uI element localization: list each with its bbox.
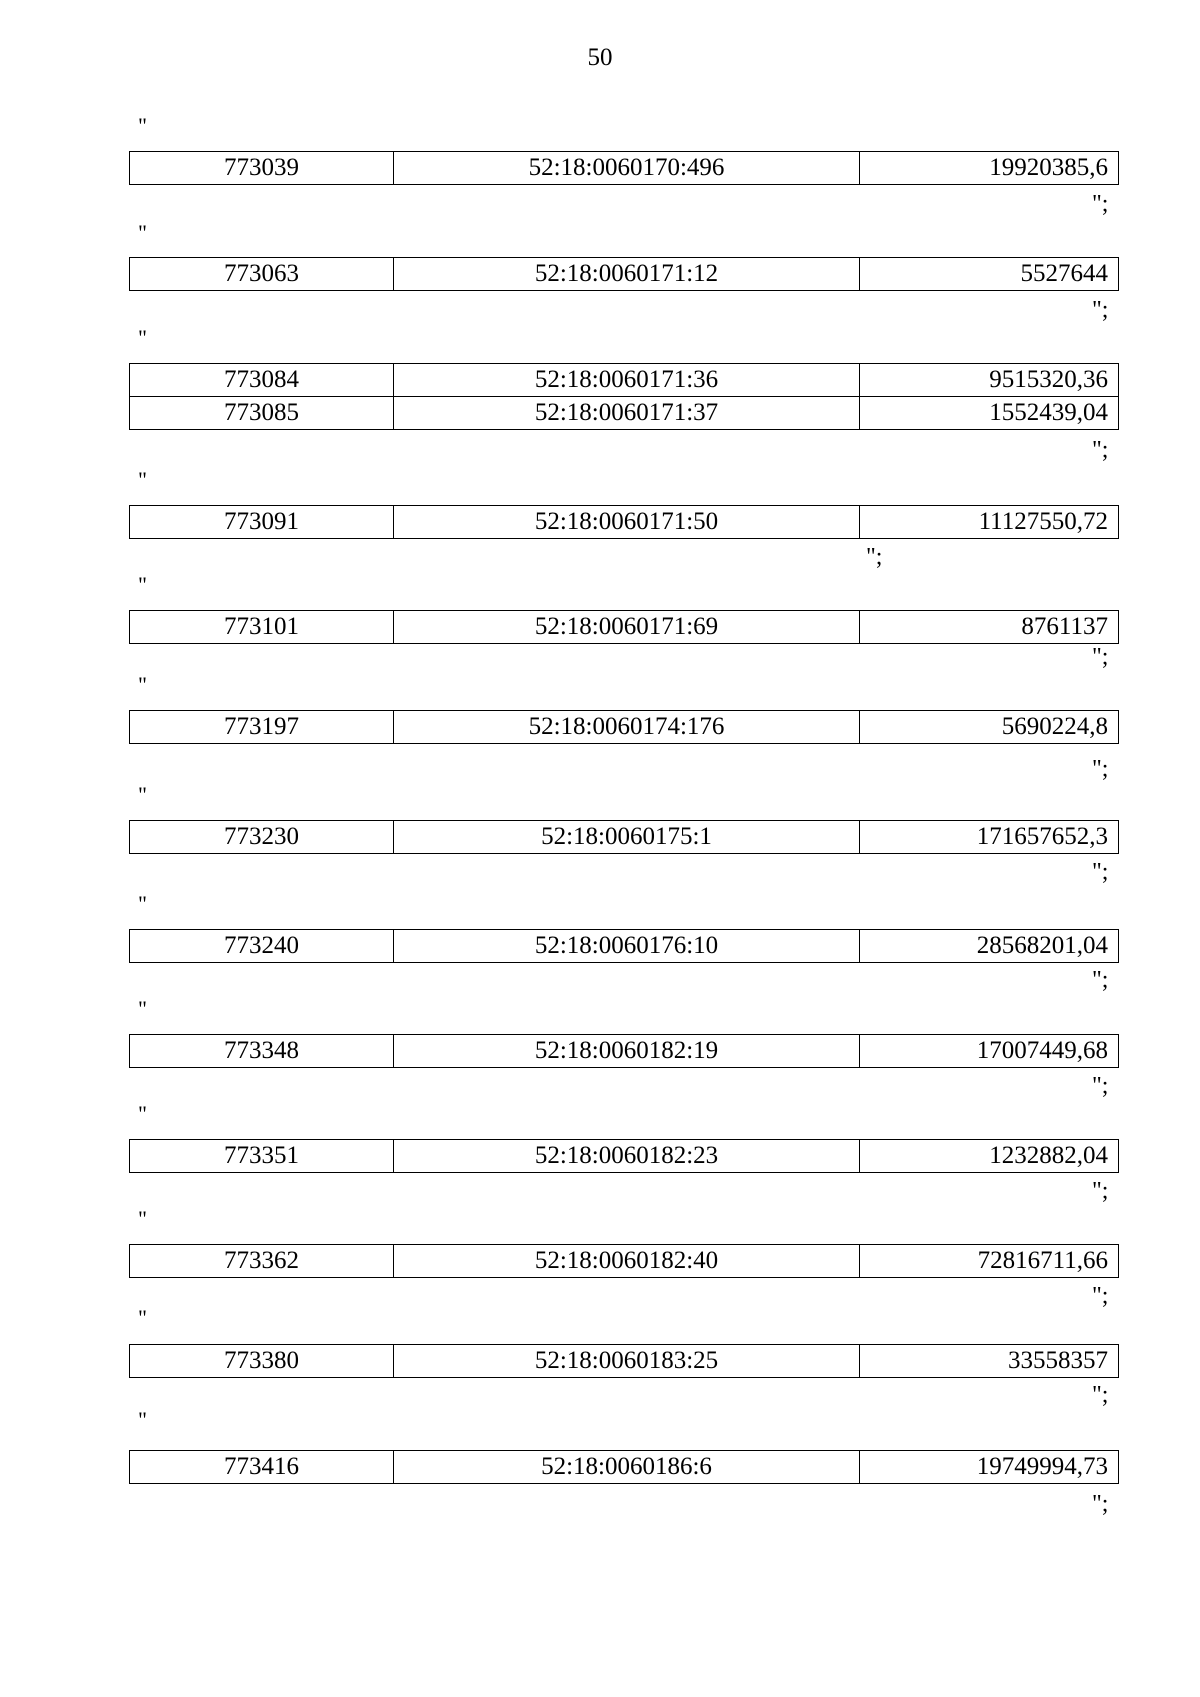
closing-quote-mark: "; [1092, 297, 1109, 323]
page-number: 50 [587, 44, 613, 71]
table-row [130, 1451, 1119, 1484]
table-row [130, 1245, 1119, 1278]
record-number-cell: 773063 [130, 258, 394, 291]
table-row [130, 611, 1119, 644]
cadastral-value-cell: 33558357 [860, 1345, 1119, 1378]
record-number-cell: 773039 [130, 152, 394, 185]
entry-table [129, 820, 1119, 854]
table-row [130, 364, 1119, 397]
cadastral-value-cell: 5527644 [860, 258, 1119, 291]
opening-quote-mark: " [138, 325, 147, 350]
closing-quote-mark: "; [1092, 859, 1109, 885]
cadastral-number-cell: 52:18:0060174:176 [394, 711, 860, 744]
entry-table [129, 1344, 1119, 1378]
cadastral-number-cell: 52:18:0060170:496 [394, 152, 860, 185]
entry-table [129, 151, 1119, 185]
record-number-cell: 773380 [130, 1345, 394, 1378]
cadastral-number-cell: 52:18:0060182:40 [394, 1245, 860, 1278]
closing-quote-mark: "; [1092, 644, 1109, 670]
cadastral-value-cell: 9515320,36 [860, 364, 1119, 397]
opening-quote-mark: " [138, 996, 147, 1021]
cadastral-number-cell: 52:18:0060182:23 [394, 1140, 860, 1173]
entry-table [129, 505, 1119, 539]
table-row [130, 711, 1119, 744]
closing-quote-mark: "; [1092, 437, 1109, 463]
closing-quote-mark: "; [1092, 1491, 1109, 1517]
opening-quote-mark: " [138, 782, 147, 807]
cadastral-number-cell: 52:18:0060183:25 [394, 1345, 860, 1378]
cadastral-number-cell: 52:18:0060171:36 [394, 364, 860, 397]
table-row [130, 506, 1119, 539]
entry-table [129, 363, 1119, 430]
record-number-cell: 773084 [130, 364, 394, 397]
opening-quote-mark: " [138, 891, 147, 916]
table-row [130, 258, 1119, 291]
opening-quote-mark: " [138, 1206, 147, 1231]
cadastral-number-cell: 52:18:0060171:37 [394, 397, 860, 430]
cadastral-number-cell: 52:18:0060186:6 [394, 1451, 860, 1484]
table-row [130, 152, 1119, 185]
cadastral-value-cell: 171657652,3 [860, 821, 1119, 854]
opening-quote-mark: " [138, 467, 147, 492]
cadastral-value-cell: 17007449,68 [860, 1035, 1119, 1068]
entry-table [129, 710, 1119, 744]
entry-table [129, 1244, 1119, 1278]
table-row [130, 821, 1119, 854]
cadastral-value-cell: 19749994,73 [860, 1451, 1119, 1484]
record-number-cell: 773085 [130, 397, 394, 430]
cadastral-value-cell: 1552439,04 [860, 397, 1119, 430]
cadastral-value-cell: 19920385,6 [860, 152, 1119, 185]
cadastral-number-cell: 52:18:0060171:50 [394, 506, 860, 539]
table-row [130, 397, 1119, 430]
closing-quote-mark: "; [1092, 756, 1109, 782]
record-number-cell: 773091 [130, 506, 394, 539]
opening-quote-mark: " [138, 113, 147, 138]
closing-quote-mark: "; [1092, 1283, 1109, 1309]
cadastral-value-cell: 11127550,72 [860, 506, 1119, 539]
table-row [130, 1345, 1119, 1378]
cadastral-number-cell: 52:18:0060182:19 [394, 1035, 860, 1068]
closing-quote-mark: "; [1092, 1382, 1109, 1408]
closing-quote-mark: "; [1092, 1073, 1109, 1099]
closing-quote-mark: "; [1092, 967, 1109, 993]
opening-quote-mark: " [138, 220, 147, 245]
opening-quote-mark: " [138, 1407, 147, 1432]
entry-table [129, 610, 1119, 644]
record-number-cell: 773230 [130, 821, 394, 854]
table-row [130, 1035, 1119, 1068]
entry-table [129, 1450, 1119, 1484]
closing-quote-mark: "; [1092, 191, 1109, 217]
opening-quote-mark: " [138, 1101, 147, 1126]
opening-quote-mark: " [138, 672, 147, 697]
cadastral-number-cell: 52:18:0060171:69 [394, 611, 860, 644]
record-number-cell: 773240 [130, 930, 394, 963]
closing-quote-mark: "; [866, 544, 883, 570]
cadastral-value-cell: 5690224,8 [860, 711, 1119, 744]
opening-quote-mark: " [138, 1305, 147, 1330]
record-number-cell: 773197 [130, 711, 394, 744]
cadastral-number-cell: 52:18:0060175:1 [394, 821, 860, 854]
cadastral-value-cell: 72816711,66 [860, 1245, 1119, 1278]
cadastral-number-cell: 52:18:0060171:12 [394, 258, 860, 291]
record-number-cell: 773348 [130, 1035, 394, 1068]
record-number-cell: 773416 [130, 1451, 394, 1484]
opening-quote-mark: " [138, 572, 147, 597]
cadastral-value-cell: 1232882,04 [860, 1140, 1119, 1173]
record-number-cell: 773362 [130, 1245, 394, 1278]
entry-table [129, 929, 1119, 963]
cadastral-number-cell: 52:18:0060176:10 [394, 930, 860, 963]
record-number-cell: 773101 [130, 611, 394, 644]
record-number-cell: 773351 [130, 1140, 394, 1173]
table-row [130, 930, 1119, 963]
entry-table [129, 1139, 1119, 1173]
entry-table [129, 1034, 1119, 1068]
table-row [130, 1140, 1119, 1173]
entry-table [129, 257, 1119, 291]
cadastral-value-cell: 28568201,04 [860, 930, 1119, 963]
cadastral-value-cell: 8761137 [860, 611, 1119, 644]
closing-quote-mark: "; [1092, 1178, 1109, 1204]
